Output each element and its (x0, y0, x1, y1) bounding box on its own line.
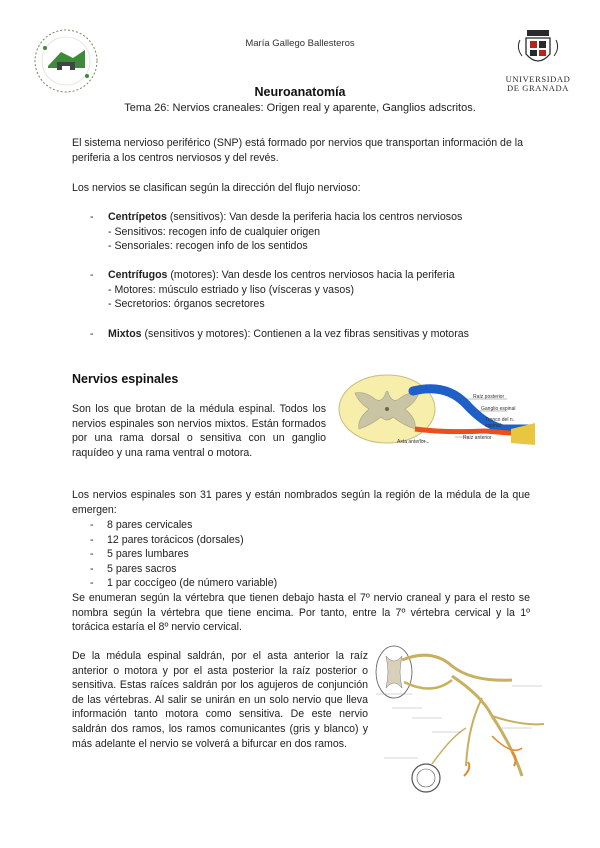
list-item: - 12 pares torácicos (dorsales) (90, 533, 244, 546)
sub-item: - Sensoriales: recogen info de los sentidos (108, 240, 308, 253)
page-title: Neuroanatomía (254, 85, 346, 99)
bullet: - (90, 211, 94, 223)
list-item: - 1 par coccígeo (de número variable) (90, 577, 278, 590)
nerve-branching-figure (372, 636, 554, 806)
crest-icon (500, 26, 576, 70)
spinal-cord-figure (335, 373, 535, 453)
university-logo-line-2: DE GRANADA (507, 83, 569, 93)
term-centripetos: Centrípetos (108, 211, 167, 223)
spinal-paragraph-3: Se enumeran según la vértebra que tienen debajo hasta el 7º nervio craneal y para el resto se nombra según la vértebra que tiene encima. Por tanto, entre la 7º vértebra cervical y la 1º torácica estaría el 8º nervio cervical. (72, 592, 530, 634)
classification-centripetos (90, 210, 538, 254)
classification-mixtos (90, 327, 538, 342)
spinal-paragraph-4: De la médula espinal saldrán, por el asta anterior la raíz anterior o motora y por el asta posterior la raíz posterior o sensitiva. Estas raíces saldrán por los agujeros de conjunción de las vértebras. Al salir se unirán en un solo nervio que lleva información tanto motora como sensitiva. De este nervio saldrán dos ramos, los ramos comunicantes (gris y blanco) y más adelante el nervio se volverá a bifurcar en dos ramos. (72, 650, 368, 750)
definition-centripetos: (sensitivos): Van desde la periferia hacia los centros nerviosos (166, 211, 463, 223)
bullet: - (90, 269, 94, 281)
bullet: - (90, 328, 94, 340)
label-dorsal-root: Raíz posterior (473, 394, 505, 400)
spinal-paragraph-1: Son los que brotan de la médula espinal. Todos los nervios espinales son nervios mixtos. Están formados por una rama dorsal o sensitiva con un ganglio raquídeo y una rama ventral o motora. (72, 403, 326, 459)
section-heading-nervios-espinales: Nervios espinales (72, 372, 179, 386)
label-anterior-horn: Asta anterior (397, 439, 426, 445)
intro-paragraph-1: El sistema nervioso periférico (SNP) está formado por nervios que transportan información de la periferia a los centros nerviosos y del revés. (72, 137, 524, 164)
label-ventral-root: Raíz anterior (463, 435, 492, 441)
term-mixtos: Mixtos (108, 328, 142, 340)
classification-centrifugos (90, 268, 538, 312)
list-item: - 5 pares lumbares (90, 548, 189, 561)
university-logo-line-1: UNIVERSIDAD (505, 74, 571, 84)
sub-item: - Motores: músculo estriado y liso (vísceras y vasos) (108, 283, 355, 296)
label-ganglion: Ganglio espinal (481, 406, 516, 412)
term-centrifugos: Centrífugos (108, 269, 168, 281)
definition-mixtos: (sensitivos y motores): Contienen a la vez fibras sensitivas y motoras (141, 328, 469, 340)
sub-item: - Secretorios: órganos secretores (108, 298, 265, 311)
list-item: - 8 pares cervicales (90, 519, 193, 531)
label-trunk: Tronco del n. espinal (485, 417, 514, 429)
page-subtitle: Tema 26: Nervios craneales: Origen real y aparente, Ganglios adscritos. (124, 102, 476, 114)
spinal-paragraph-2: Los nervios espinales son 31 pares y están nombrados según la región de la médula de la que emergen: (72, 489, 530, 516)
list-item: - 5 pares sacros (90, 562, 177, 575)
intro-paragraph-2: Los nervios se clasifican según la dirección del flujo nervioso: (72, 182, 361, 194)
regions-list (90, 518, 390, 591)
author-name: María Gallego Ballesteros (245, 38, 355, 49)
definition-centrifugos: (motores): Van desde los centros nerviosos hacia la periferia (167, 269, 455, 281)
sub-item: - Sensitivos: recogen info de cualquier origen (108, 225, 320, 238)
